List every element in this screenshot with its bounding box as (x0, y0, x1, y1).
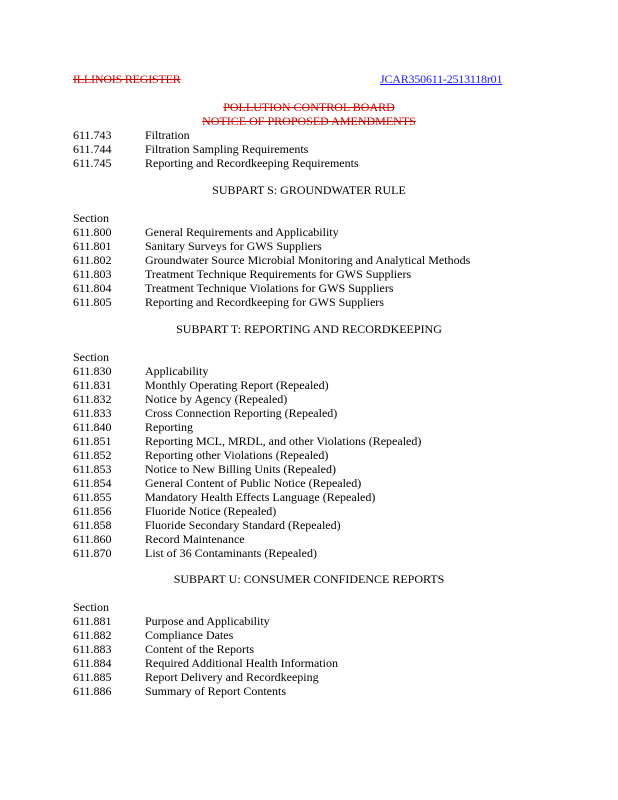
section-row (73, 448, 421, 462)
section-row (73, 518, 421, 532)
section-title: Filtration (145, 128, 190, 142)
section-number: 611.853 (73, 462, 112, 476)
jcar-code-link[interactable]: JCAR350611-2513118r01 (380, 72, 503, 86)
notice-subtitle: NOTICE OF PROPOSED AMENDMENTS (202, 114, 416, 128)
section-title: Mandatory Health Effects Language (Repealed) (145, 490, 376, 504)
section-title: Applicability (145, 364, 209, 378)
section-row (73, 684, 338, 698)
section-title: Content of the Reports (145, 642, 254, 656)
section-row (73, 267, 470, 281)
subpart-s-heading: SUBPART S: GROUNDWATER RULE (212, 183, 406, 197)
section-number: 611.831 (73, 378, 112, 392)
section-row (73, 420, 421, 434)
section-number: 611.855 (73, 490, 112, 504)
section-title: Monthly Operating Report (Repealed) (145, 378, 329, 392)
section-title: Filtration Sampling Requirements (145, 142, 309, 156)
section-title: Fluoride Secondary Standard (Repealed) (145, 518, 341, 532)
section-title: Reporting (145, 420, 193, 434)
section-row (73, 142, 359, 156)
section-title: Fluoride Notice (Repealed) (145, 504, 277, 518)
section-number: 611.840 (73, 420, 112, 434)
section-number: 611.852 (73, 448, 112, 462)
section-label: Section (73, 350, 109, 364)
section-number: 611.883 (73, 642, 112, 656)
section-title: Report Delivery and Recordkeeping (145, 670, 319, 684)
section-row (73, 128, 359, 142)
section-row (73, 434, 421, 448)
section-number: 611.745 (73, 156, 112, 170)
board-title: POLLUTION CONTROL BOARD (223, 100, 395, 114)
section-row (73, 642, 338, 656)
section-title: Compliance Dates (145, 628, 234, 642)
section-label: Section (73, 600, 109, 614)
section-row (73, 239, 470, 253)
section-number: 611.801 (73, 239, 112, 253)
section-number: 611.851 (73, 434, 112, 448)
section-title: Notice to New Billing Units (Repealed) (145, 462, 336, 476)
section-number: 611.870 (73, 546, 112, 560)
section-row (73, 546, 421, 560)
section-title: Treatment Technique Violations for GWS Suppliers (145, 281, 394, 295)
section-number: 611.800 (73, 225, 112, 239)
section-label: Section (73, 211, 109, 225)
section-title: Purpose and Applicability (145, 614, 270, 628)
section-row (73, 253, 470, 267)
section-row (73, 281, 470, 295)
subpart-t-heading: SUBPART T: REPORTING AND RECORDKEEPING (176, 322, 442, 336)
section-title: Cross Connection Reporting (Repealed) (145, 406, 338, 420)
section-title: Sanitary Surveys for GWS Suppliers (145, 239, 322, 253)
section-number: 611.884 (73, 656, 112, 670)
section-row (73, 614, 338, 628)
section-number: 611.882 (73, 628, 112, 642)
section-title: Notice by Agency (Repealed) (145, 392, 288, 406)
section-number: 611.830 (73, 364, 112, 378)
section-title: List of 36 Contaminants (Repealed) (145, 546, 317, 560)
section-number: 611.858 (73, 518, 112, 532)
section-number: 611.805 (73, 295, 112, 309)
section-title: General Requirements and Applicability (145, 225, 339, 239)
section-number: 611.833 (73, 406, 112, 420)
section-title: Reporting and Recordkeeping Requirements (145, 156, 359, 170)
section-row (73, 476, 421, 490)
subpart-u-heading: SUBPART U: CONSUMER CONFIDENCE REPORTS (173, 572, 445, 586)
section-row (73, 656, 338, 670)
section-list-subpart-u (73, 614, 338, 698)
section-row (73, 504, 421, 518)
section-number: 611.860 (73, 532, 112, 546)
section-title: Reporting other Violations (Repealed) (145, 448, 329, 462)
section-title: General Content of Public Notice (Repealed) (145, 476, 362, 490)
section-row (73, 532, 421, 546)
section-title: Treatment Technique Requirements for GWS Suppliers (145, 267, 412, 281)
section-row (73, 392, 421, 406)
section-row (73, 156, 359, 170)
section-number: 611.854 (73, 476, 112, 490)
section-title: Groundwater Source Microbial Monitoring and Analytical Methods (145, 253, 471, 267)
section-number: 611.881 (73, 614, 112, 628)
section-number: 611.744 (73, 142, 112, 156)
section-title: Reporting and Recordkeeping for GWS Suppliers (145, 295, 384, 309)
section-row (73, 225, 470, 239)
section-row (73, 490, 421, 504)
section-number: 611.886 (73, 684, 112, 698)
section-row (73, 628, 338, 642)
section-number: 611.743 (73, 128, 112, 142)
section-row (73, 406, 421, 420)
section-title: Reporting MCL, MRDL, and other Violations (Repealed) (145, 434, 422, 448)
section-row (73, 295, 470, 309)
section-title: Required Additional Health Information (145, 656, 338, 670)
section-number: 611.802 (73, 253, 112, 267)
section-row (73, 462, 421, 476)
section-row (73, 364, 421, 378)
section-row (73, 378, 421, 392)
section-number: 611.832 (73, 392, 112, 406)
section-list-subpart-t (73, 364, 421, 560)
register-header: ILLINOIS REGISTER (73, 72, 181, 86)
section-title: Summary of Report Contents (145, 684, 286, 698)
section-title: Record Maintenance (145, 532, 245, 546)
section-number: 611.856 (73, 504, 112, 518)
section-row (73, 670, 338, 684)
section-list-filtration (73, 128, 359, 170)
section-list-subpart-s (73, 225, 470, 309)
section-number: 611.803 (73, 267, 112, 281)
section-number: 611.804 (73, 281, 112, 295)
section-number: 611.885 (73, 670, 112, 684)
